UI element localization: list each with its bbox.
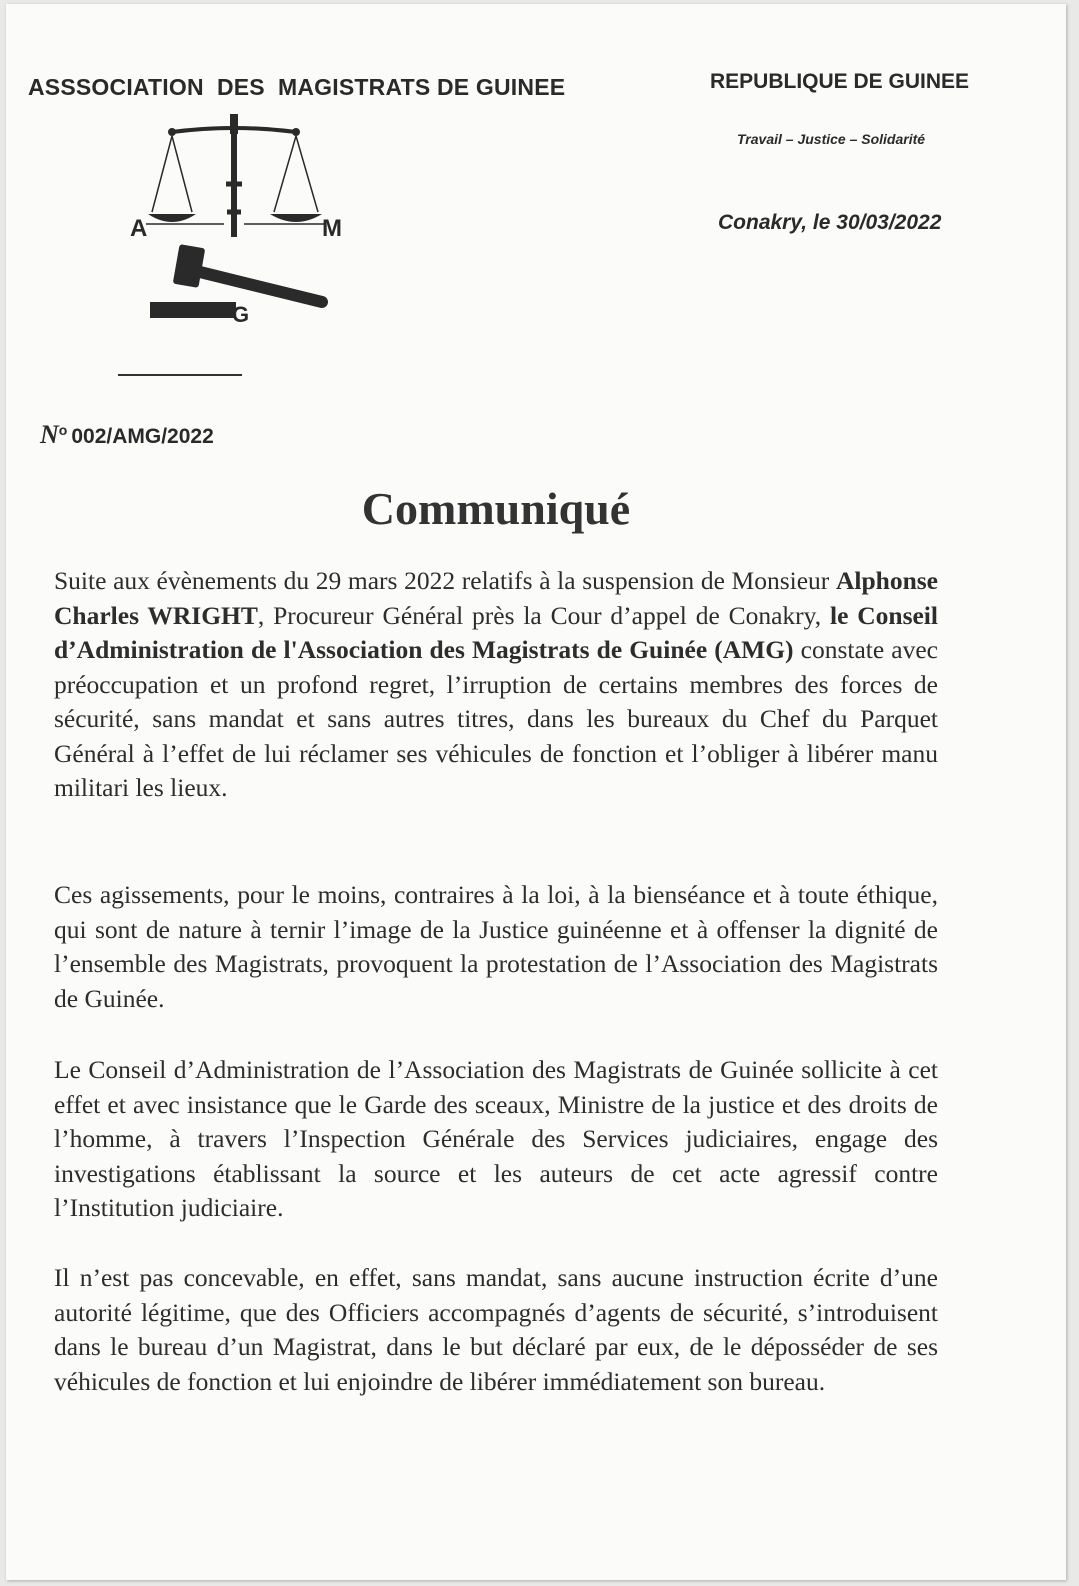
paragraph-1-bold-council: le Conseil d’Administration de l'Association des Magistrats de Guinée (AMG) <box>54 600 938 664</box>
country-name: REPUBLIQUE DE GUINEE <box>710 70 970 93</box>
document-date: Conakry, le 30/03/2022 <box>718 211 942 234</box>
reference-sup: o <box>58 422 68 438</box>
logo-letter-g: G <box>232 302 250 327</box>
organization-name: ASSSOCIATION DES MAGISTRATS DE GUINEE <box>28 74 566 100</box>
national-motto: Travail – Justice – Solidarité <box>737 131 926 147</box>
logo-letter-a: A <box>130 215 148 242</box>
paragraph-4: Il n’est pas concevable, en effet, sans mandat, sans aucune instruction écrite d’une autorité légitime, que des Officiers accompagnés d’agents de sécurité, s’introduisent dans le bureau d’un Magistrat, dans le but déclaré par eux, de le déposséder de ses véhicules de fonction et lui enjoindre de libérer immédiatement son bureau. <box>54 1263 938 1396</box>
logo-divider <box>118 374 242 376</box>
paragraph-2: Ces agissements, pour le moins, contraires à la loi, à la bienséance et à toute éthique, qui sont de nature à ternir l’image de la Justice guinéenne et à offenser la dignité de l’ensemble des Magistrats, provoquent la protestation de l’Association des Magistrats de Guinée. <box>54 880 938 1013</box>
paragraph-1-text-c: constate avec préoccupation et un profond regret, l’irruption de certains membres des forces de sécurité, sans mandat et sans autres titres, dans les bureaux du Chef du Parquet Général à l’effet de lui réclamer ses véhicules de fonction et l’obliger à libérer manu militari les lieux. <box>54 635 938 802</box>
paragraph-1-text-a: Suite aux évènements du 29 mars 2022 relatifs à la suspension de Monsieur <box>54 566 836 595</box>
document-title: Communiqué <box>361 483 631 534</box>
amg-logo <box>124 112 364 332</box>
document-page <box>6 4 1066 1580</box>
reference-number <box>40 420 214 450</box>
paragraph-1-text-b: , Procureur Général près la Cour d’appel de Conakry, <box>257 600 830 630</box>
paragraph-1 <box>54 564 938 806</box>
logo-letter-m: M <box>322 215 342 242</box>
reference-prefix: N <box>40 420 59 449</box>
paragraph-1-bold-name: Alphonse Charles WRIGHT <box>54 566 938 630</box>
reference-value: 002/AMG/2022 <box>71 425 214 448</box>
scales-of-justice-icon <box>124 112 364 332</box>
paragraph-3: Le Conseil d’Administration de l’Association des Magistrats de Guinée sollicite à cet effet et avec insistance que le Garde des sceaux, Ministre de la justice et des droits de l’homme, à travers l’Inspection Générale des Services judiciaires, engage des investigations établissant la source et les auteurs de cet acte agressif contre l’Institution judiciaire. <box>54 1055 938 1222</box>
